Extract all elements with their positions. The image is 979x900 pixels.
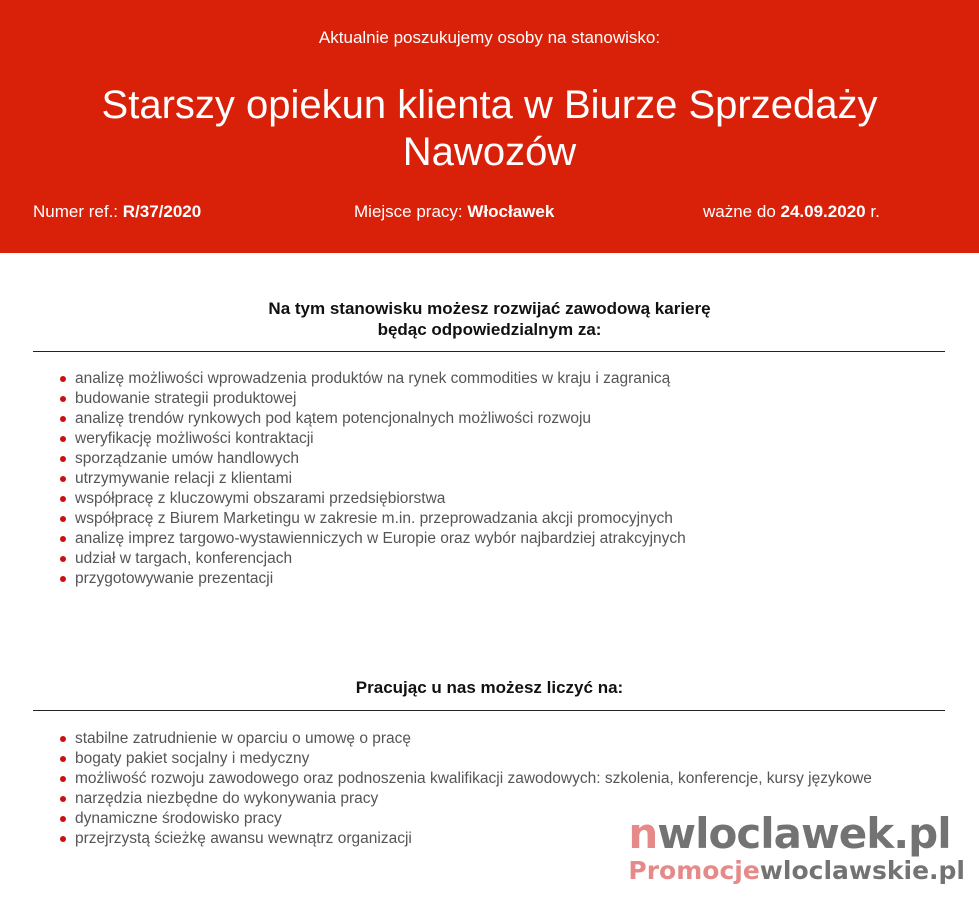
list-item: przygotowywanie prezentacji [60,569,979,589]
valid-suffix: r. [870,202,880,221]
valid-until [703,202,880,222]
list-item: utrzymywanie relacji z klientami [60,469,979,489]
watermark-accent: Promocje [628,856,760,885]
list-item: weryfikację możliwości kontraktacji [60,429,979,449]
valid-label: ważne do [703,202,776,221]
list-item: możliwość rozwoju zawodowego oraz podnoszenia kwalifikacji zawodowych: szkolenia, konferencje, kursy językowe [60,769,900,789]
list-item: analizę możliwości wprowadzenia produktów na rynek commodities w kraju i zagranicą [60,369,979,389]
list-item: współpracę z kluczowymi obszarami przedsiębiorstwa [60,489,979,509]
reference-label: Numer ref.: [33,202,119,221]
location-label: Miejsce pracy: [354,202,463,221]
watermark-text: wloclawek.pl [657,809,951,858]
list-item: analizę imprez targowo-wystawienniczych w Europie oraz wybór najbardziej atrakcyjnych [60,529,979,549]
job-header [0,0,979,253]
work-location [354,202,554,222]
site-watermark [628,809,965,886]
responsibilities-heading [0,298,979,340]
list-item: analizę trendów rynkowych pod kątem potencjonalnych możliwości rozwoju [60,409,979,429]
list-item: narzędzia niezbędne do wykonywania pracy [60,789,900,809]
watermark-text: wloclawskie.pl [759,856,965,885]
valid-date: 24.09.2020 [780,202,866,221]
divider [33,351,945,352]
responsibilities-list [0,369,979,589]
responsibilities-heading-line2: będąc odpowiedzialnym za: [377,320,602,339]
reference-value: R/37/2020 [122,202,202,221]
location-value: Włocławek [467,202,555,221]
watermark-line1 [628,809,965,858]
benefits-heading: Pracując u nas możesz liczyć na: [355,678,624,697]
responsibilities-heading-line1: Na tym stanowisku możesz rozwijać zawodową karierę [268,299,711,318]
job-title: Starszy opiekun klienta w Biurze Sprzedaży Nawozów [101,83,878,174]
header-intro: Aktualnie poszukujemy osoby na stanowisko: [318,28,661,47]
reference-number [33,202,201,222]
list-item: dynamiczne środowisko pracy [60,809,900,829]
watermark-line2 [628,856,965,886]
list-item: sporządzanie umów handlowych [60,449,979,469]
list-item: udział w targach, konferencjach [60,549,979,569]
watermark-accent: n [628,809,658,858]
responsibilities-section [0,298,979,589]
list-item: współpracę z Biurem Marketingu w zakresie m.in. przeprowadzania akcji promocyjnych [60,509,979,529]
list-item: przejrzystą ścieżkę awansu wewnątrz organizacji [60,829,900,849]
list-item: stabilne zatrudnienie w oparciu o umowę o pracę [60,729,900,749]
list-item: bogaty pakiet socjalny i medyczny [60,749,900,769]
divider [33,710,945,711]
list-item: budowanie strategii produktowej [60,389,979,409]
